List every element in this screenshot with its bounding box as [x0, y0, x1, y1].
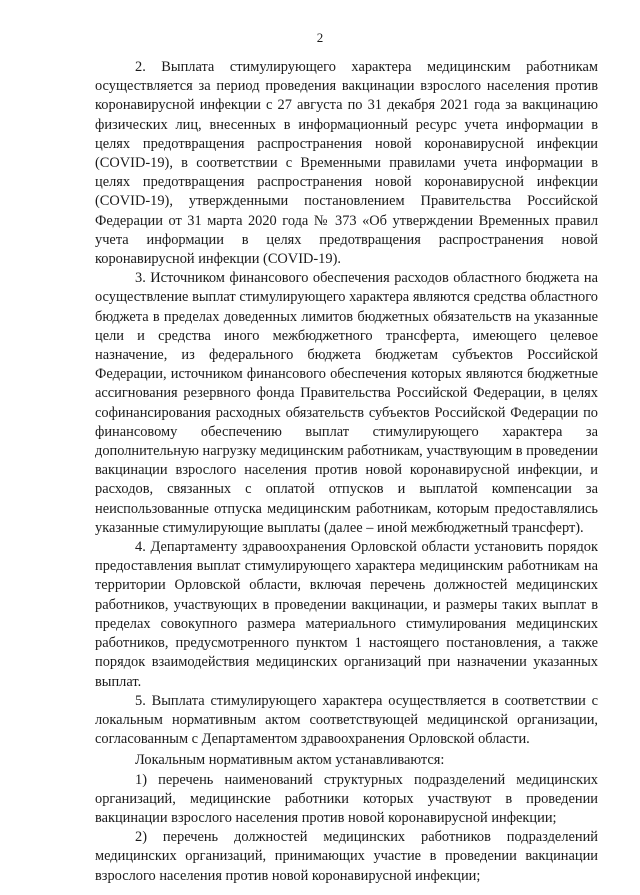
paragraph-5-local-act: 5. Выплата стимулирующего характера осуществляется в соответствии с локальным нормативным актом соответствующей медицинской организации, согласованным с Департаментом здравоохранения Орловской области.: [95, 692, 598, 748]
paragraph-4-department-procedure: 4. Департаменту здравоохранения Орловской области установить порядок предоставления выплат стимулирующего характера медицинским работникам на территории Орловской области, включая перечень должностей медицинских работников, участвующих в проведении вакцинации, и размеры таких выплат в пределах совокупного размера материального стимулирования медицинских работников, предусмотренного пунктом 1 настоящего постановления, а также порядок взаимодействия медицинских организаций при назначении указанных выплат.: [95, 539, 598, 690]
page-number: 2: [316, 30, 324, 45]
paragraph-3-funding-source: 3. Источником финансового обеспечения расходов областного бюджета на осуществление выплат стимулирующего характера являются средства областного бюджета в пределах доведенных лимитов бюджетных обязательств на указанные цели и средства иного межбюджетного трансферта, имеющего целевое назначение, из федерального бюджета бюджетам субъектов Российской Федерации, источником финансового обеспечения которых являются бюджетные ассигнования резервного фонда Правительства Российской Федерации, в целях софинансирования расходных обязательств субъектов Российской Федерации по финансовому обеспечению выплат стимулирующего характера за дополнительную нагрузку медицинским работникам, участвующим в проведении вакцинации взрослого населения против новой коронавирусной инфекции, и расходов, связанных с оплатой отпусков и выплатой компенсации за неиспользованные отпуска медицинским работникам, которым предоставлялись указанные стимулирующие выплаты (далее – иной межбюджетный трансферт).: [95, 270, 598, 536]
paragraph-local-act-contents: Локальным нормативным актом устанавливаются:: [135, 752, 445, 769]
list-item-1-departments: 1) перечень наименований структурных подразделений медицинских организаций, медицинские работники которых участвуют в проведении вакцинации взрослого населения против новой коронавирусной инфекции;: [95, 771, 598, 826]
list-item-2-positions: 2) перечень должностей медицинских работников подразделений медицинских организаций, принимающих участие в проведении вакцинации взрослого населения против новой коронавирусной инфекции;: [95, 829, 598, 884]
document-body: [95, 58, 598, 886]
paragraph-2-vaccination-payment: 2. Выплата стимулирующего характера медицинским работникам осуществляется за период проведения вакцинации взрослого населения против коронавирусной инфекции с 27 августа по 31 декабря 2021 года за вакцинацию физических лиц, внесенных в информационный ресурс учета информации в целях предотвращения распространения новой коронавирусной инфекции (COVID-19), в соответствии с Временными правилами учета информации в целях предотвращения распространения новой коронавирусной инфекции (COVID-19), утвержденными постановлением Правительства Российской Федерации от 31 марта 2020 года № 373 «Об утверждении Временных правил учета информации в целях предотвращения распространения новой коронавирусной инфекции (COVID-19).: [95, 59, 598, 268]
